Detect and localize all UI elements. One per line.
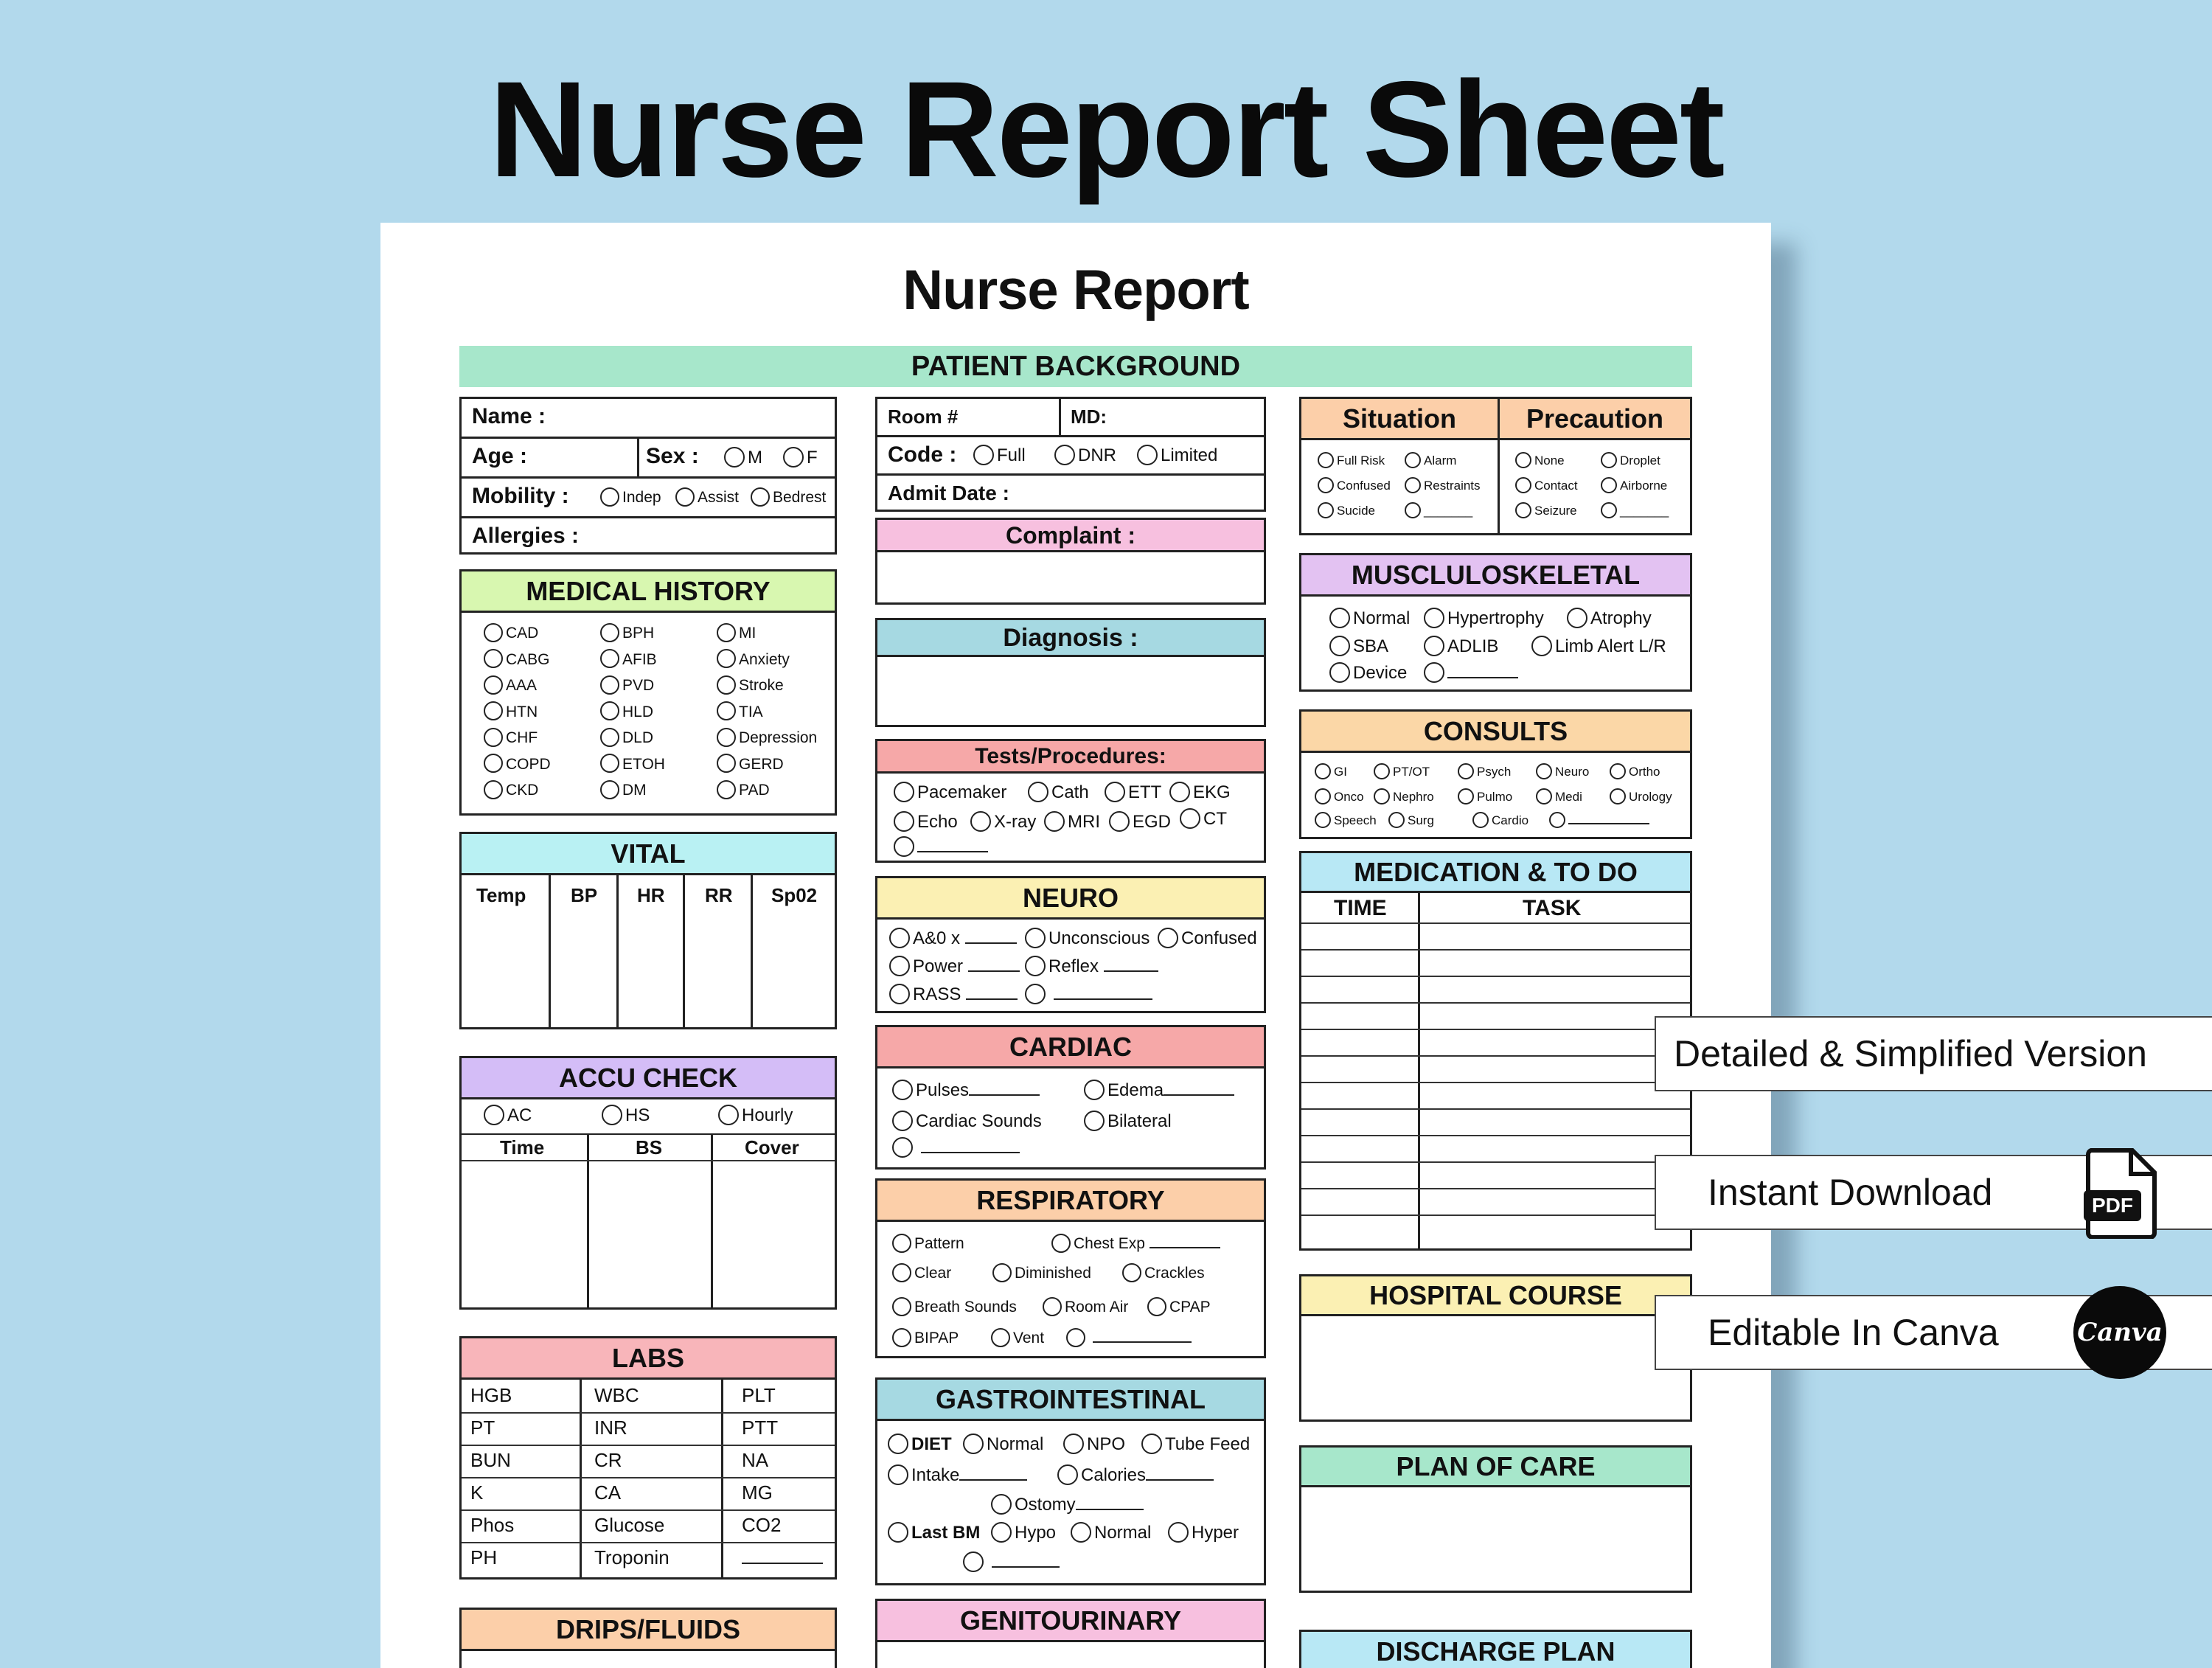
gastro-normal[interactable]: Normal bbox=[963, 1434, 1043, 1455]
gastro-bm-normal[interactable]: Normal bbox=[1071, 1523, 1151, 1543]
accu-check-box bbox=[459, 1056, 837, 1310]
history-option-aaa[interactable]: AAA bbox=[484, 675, 537, 696]
lab-cell: WBC bbox=[594, 1384, 639, 1406]
precaution-seizure[interactable]: Seizure bbox=[1515, 501, 1577, 521]
mobility-bedrest-option[interactable]: Bedrest bbox=[751, 487, 826, 508]
lab-cell: NA bbox=[742, 1449, 769, 1471]
test-cath[interactable]: Cath bbox=[1028, 782, 1089, 803]
consult-cardio[interactable]: Cardio bbox=[1472, 810, 1528, 831]
plan-of-care-header: PLAN OF CARE bbox=[1301, 1448, 1690, 1487]
lab-cell: HGB bbox=[470, 1384, 512, 1406]
vital-box bbox=[459, 832, 837, 1029]
lab-cell: PLT bbox=[742, 1384, 776, 1406]
test-echo[interactable]: Echo bbox=[894, 812, 958, 833]
history-option-hld[interactable]: HLD bbox=[600, 702, 653, 723]
consult-ortho[interactable]: Ortho bbox=[1610, 762, 1660, 782]
medication-col-task: TASK bbox=[1523, 896, 1582, 920]
vital-header: VITAL bbox=[462, 834, 835, 875]
precaution-contact[interactable]: Contact bbox=[1515, 476, 1578, 496]
lab-cell: K bbox=[470, 1481, 484, 1504]
situation-other[interactable]: _______ bbox=[1405, 501, 1472, 521]
test-mri[interactable]: MRI bbox=[1044, 812, 1100, 833]
resp-diminished[interactable]: Diminished bbox=[992, 1263, 1091, 1284]
mobility-indep-option[interactable]: Indep bbox=[600, 487, 661, 508]
gastro-header: GASTROINTESTINAL bbox=[877, 1380, 1264, 1421]
msk-hypertrophy[interactable]: Hypertrophy bbox=[1424, 608, 1544, 629]
age-label: Age : bbox=[472, 444, 527, 468]
precaution-header: Precaution bbox=[1500, 399, 1690, 440]
age-row bbox=[462, 439, 835, 479]
lab-cell: Troponin bbox=[594, 1546, 669, 1568]
discharge-plan-header: DISCHARGE PLAN bbox=[1301, 1632, 1690, 1668]
gastro-tube-feed[interactable]: Tube Feed bbox=[1141, 1434, 1250, 1455]
test-other[interactable] bbox=[894, 837, 988, 858]
resp-bipap[interactable]: BIPAP bbox=[892, 1328, 959, 1349]
accu-col-cover: Cover bbox=[745, 1136, 799, 1158]
history-option-dld[interactable]: DLD bbox=[600, 728, 653, 748]
cardiac-pulses[interactable]: Pulses bbox=[892, 1080, 1040, 1101]
discharge-plan-box bbox=[1299, 1630, 1692, 1668]
allergies-row bbox=[462, 518, 835, 554]
gastro-ostomy[interactable]: Ostomy bbox=[991, 1495, 1144, 1515]
complaint-header: Complaint : bbox=[877, 520, 1264, 552]
diagnosis-header: Diagnosis : bbox=[877, 620, 1264, 657]
vital-col-spo2: Sp02 bbox=[771, 884, 818, 906]
tests-box bbox=[875, 739, 1266, 863]
code-row bbox=[877, 437, 1264, 476]
detailed-version-tag: Detailed & Simplified Version bbox=[1655, 1016, 2212, 1091]
situation-full-risk[interactable]: Full Risk bbox=[1318, 451, 1385, 471]
lab-cell: PH bbox=[470, 1546, 498, 1568]
consult-psych[interactable]: Psych bbox=[1458, 762, 1511, 782]
musculoskeletal-box bbox=[1299, 553, 1692, 692]
cardiac-edema[interactable]: Edema bbox=[1084, 1080, 1234, 1101]
neuro-confused[interactable]: Confused bbox=[1158, 928, 1257, 949]
situation-header: Situation bbox=[1301, 399, 1498, 440]
msk-normal[interactable]: Normal bbox=[1329, 608, 1410, 629]
resp-vent[interactable]: Vent bbox=[991, 1328, 1044, 1349]
consults-header: CONSULTS bbox=[1301, 712, 1690, 753]
history-option-etoh[interactable]: ETOH bbox=[600, 754, 665, 775]
msk-limb-alert[interactable]: Limb Alert L/R bbox=[1531, 636, 1666, 657]
hospital-course-header: HOSPITAL COURSE bbox=[1301, 1276, 1690, 1316]
gastro-intake[interactable]: Intake bbox=[888, 1465, 1027, 1486]
consult-ptot[interactable]: PT/OT bbox=[1374, 762, 1430, 782]
precaution-airborne[interactable]: Airborne bbox=[1601, 476, 1667, 496]
msk-adlib[interactable]: ADLIB bbox=[1424, 636, 1498, 657]
hospital-course-box bbox=[1299, 1274, 1692, 1422]
page-title: Nurse Report Sheet bbox=[489, 54, 1723, 206]
mobility-label: Mobility : bbox=[472, 484, 569, 508]
gastro-npo[interactable]: NPO bbox=[1063, 1434, 1125, 1455]
lab-cell: Glucose bbox=[594, 1514, 665, 1536]
resp-crackles[interactable]: Crackles bbox=[1122, 1263, 1205, 1284]
history-option-copd[interactable]: COPD bbox=[484, 754, 551, 775]
history-option-pvd[interactable]: PVD bbox=[600, 675, 654, 696]
resp-chest-exp[interactable]: Chest Exp bbox=[1051, 1234, 1220, 1254]
history-option-gerd[interactable]: GERD bbox=[717, 754, 784, 775]
complaint-box bbox=[875, 518, 1266, 605]
lab-cell: PTT bbox=[742, 1417, 779, 1439]
consult-medi[interactable]: Medi bbox=[1536, 787, 1582, 807]
lab-cell: BUN bbox=[470, 1449, 511, 1471]
consult-surg[interactable]: Surg bbox=[1388, 810, 1434, 831]
code-dnr-option[interactable]: DNR bbox=[1054, 445, 1116, 466]
gastro-other[interactable] bbox=[963, 1552, 1060, 1573]
accu-col-time: Time bbox=[500, 1136, 545, 1158]
report-sheet bbox=[380, 223, 1771, 1668]
medication-header: MEDICATION & TO DO bbox=[1301, 853, 1690, 893]
msk-atrophy[interactable]: Atrophy bbox=[1567, 608, 1652, 629]
consult-onco[interactable]: Onco bbox=[1315, 787, 1364, 807]
resp-breath-sounds[interactable]: Breath Sounds bbox=[892, 1297, 1017, 1318]
situation-alarm[interactable]: Alarm bbox=[1405, 451, 1456, 471]
situation-sucide[interactable]: Sucide bbox=[1318, 501, 1375, 521]
resp-other[interactable] bbox=[1066, 1328, 1192, 1349]
medication-box bbox=[1299, 851, 1692, 1251]
history-option-bph[interactable]: BPH bbox=[600, 623, 654, 644]
consult-nephro[interactable]: Nephro bbox=[1374, 787, 1434, 807]
test-xray[interactable]: X-ray bbox=[970, 812, 1036, 833]
history-option-stroke[interactable]: Stroke bbox=[717, 675, 784, 696]
lab-cell: CO2 bbox=[742, 1514, 782, 1536]
admit-date-label: Admit Date : bbox=[888, 482, 1009, 504]
history-option-cad[interactable]: CAD bbox=[484, 623, 538, 644]
neuro-other[interactable] bbox=[1025, 984, 1152, 1005]
accu-col-bs: BS bbox=[636, 1136, 663, 1158]
history-option-cabg[interactable]: CABG bbox=[484, 650, 550, 670]
resp-pattern[interactable]: Pattern bbox=[892, 1234, 964, 1254]
gastro-bm-hypo[interactable]: Hypo bbox=[991, 1523, 1056, 1543]
pdf-icon bbox=[2084, 1147, 2159, 1239]
lab-cell: MG bbox=[742, 1481, 773, 1504]
msk-other[interactable] bbox=[1424, 663, 1518, 684]
situation-restraints[interactable]: Restraints bbox=[1405, 476, 1481, 496]
gastro-calories[interactable]: Calories bbox=[1057, 1465, 1214, 1486]
labs-grid bbox=[462, 1380, 835, 1577]
vital-col-hr: HR bbox=[637, 884, 665, 906]
genitourinary-box bbox=[875, 1599, 1266, 1668]
resp-room-air[interactable]: Room Air bbox=[1043, 1297, 1128, 1318]
consult-gi[interactable]: GI bbox=[1315, 762, 1347, 782]
accu-ac-option[interactable]: AC bbox=[484, 1105, 532, 1126]
sheet-title: Nurse Report bbox=[902, 259, 1249, 322]
mobility-assist-option[interactable]: Assist bbox=[675, 487, 739, 508]
msk-sba[interactable]: SBA bbox=[1329, 636, 1388, 657]
consult-neuro[interactable]: Neuro bbox=[1536, 762, 1589, 782]
test-ett[interactable]: ETT bbox=[1105, 782, 1161, 803]
lab-cell: CA bbox=[594, 1481, 622, 1504]
genitourinary-header: GENITOURINARY bbox=[877, 1601, 1264, 1642]
patient-info-box bbox=[459, 397, 837, 555]
history-option-htn[interactable]: HTN bbox=[484, 702, 538, 723]
allergies-label: Allergies : bbox=[472, 524, 580, 548]
history-option-depression[interactable]: Depression bbox=[717, 728, 817, 748]
neuro-reflex[interactable]: Reflex bbox=[1025, 956, 1158, 977]
history-option-chf[interactable]: CHF bbox=[484, 728, 538, 748]
consult-urology[interactable]: Urology bbox=[1610, 787, 1672, 807]
neuro-power[interactable]: Power bbox=[889, 956, 1020, 977]
admit-row bbox=[877, 476, 1264, 510]
gastro-bm-hyper[interactable]: Hyper bbox=[1168, 1523, 1239, 1543]
test-ct[interactable]: CT bbox=[1180, 809, 1227, 830]
resp-cpap[interactable]: CPAP bbox=[1147, 1297, 1211, 1318]
lab-cell: CR bbox=[594, 1449, 622, 1471]
tests-header: Tests/Procedures: bbox=[877, 741, 1264, 774]
accu-check-header: ACCU CHECK bbox=[462, 1058, 835, 1099]
instant-download-label: Instant Download bbox=[1708, 1172, 1993, 1213]
labs-header: LABS bbox=[462, 1338, 835, 1380]
code-limited-option[interactable]: Limited bbox=[1137, 445, 1217, 466]
gastro-last-bm[interactable]: Last BM bbox=[888, 1523, 980, 1543]
cardiac-header: CARDIAC bbox=[877, 1027, 1264, 1068]
history-option-pad[interactable]: PAD bbox=[717, 780, 770, 801]
precaution-none[interactable]: None bbox=[1515, 451, 1565, 471]
sex-m-option[interactable]: M bbox=[724, 448, 762, 468]
respiratory-box bbox=[875, 1178, 1266, 1358]
neuro-unconscious[interactable]: Unconscious bbox=[1025, 928, 1150, 949]
diagnosis-box bbox=[875, 618, 1266, 727]
vital-col-temp: Temp bbox=[476, 884, 526, 906]
test-ekg[interactable]: EKG bbox=[1169, 782, 1231, 803]
name-row bbox=[462, 399, 835, 439]
history-option-afib[interactable]: AFIB bbox=[600, 650, 657, 670]
neuro-header: NEURO bbox=[877, 878, 1264, 920]
editable-canva-label: Editable In Canva bbox=[1708, 1312, 1999, 1353]
sex-f-option[interactable]: F bbox=[783, 448, 818, 468]
resp-clear[interactable]: Clear bbox=[892, 1263, 951, 1284]
gastro-box bbox=[875, 1377, 1266, 1585]
precaution-other[interactable]: _______ bbox=[1601, 501, 1669, 521]
cardiac-box bbox=[875, 1025, 1266, 1170]
consult-speech[interactable]: Speech bbox=[1315, 810, 1377, 831]
situation-precaution-box bbox=[1299, 397, 1692, 535]
cardiac-bilateral[interactable]: Bilateral bbox=[1084, 1111, 1172, 1132]
test-pacemaker[interactable]: Pacemaker bbox=[894, 782, 1006, 803]
medication-col-time: TIME bbox=[1334, 896, 1387, 920]
accu-hs-option[interactable]: HS bbox=[602, 1105, 650, 1126]
lab-cell: PT bbox=[470, 1417, 495, 1439]
canva-logo-icon bbox=[2073, 1286, 2166, 1379]
cardiac-other[interactable] bbox=[892, 1138, 1020, 1158]
pdf-icon-label: PDF bbox=[2092, 1194, 2133, 1217]
consult-pulmo[interactable]: Pulmo bbox=[1458, 787, 1512, 807]
history-option-ckd[interactable]: CKD bbox=[484, 780, 538, 801]
drips-header: DRIPS/FLUIDS bbox=[462, 1610, 835, 1651]
test-egd[interactable]: EGD bbox=[1109, 812, 1171, 833]
room-info-box bbox=[875, 397, 1266, 512]
musculoskeletal-header: MUSCLULOSKELETAL bbox=[1301, 555, 1690, 597]
code-label: Code : bbox=[888, 442, 957, 467]
neuro-rass[interactable]: RASS bbox=[889, 984, 1018, 1005]
cardiac-sounds[interactable]: Cardiac Sounds bbox=[892, 1111, 1042, 1132]
history-option-mi[interactable]: MI bbox=[717, 623, 756, 644]
labs-box bbox=[459, 1336, 837, 1580]
medical-history-header: MEDICAL HISTORY bbox=[462, 571, 835, 613]
situation-confused[interactable]: Confused bbox=[1318, 476, 1391, 496]
lab-cell: Phos bbox=[470, 1514, 515, 1536]
precaution-droplet[interactable]: Droplet bbox=[1601, 451, 1660, 471]
code-full-option[interactable]: Full bbox=[973, 445, 1026, 466]
medical-history-box bbox=[459, 569, 837, 816]
room-label: Room # bbox=[888, 406, 959, 428]
history-option-tia[interactable]: TIA bbox=[717, 702, 763, 723]
vital-col-rr: RR bbox=[705, 884, 733, 906]
name-label: Name : bbox=[472, 404, 546, 428]
mobility-row bbox=[462, 479, 835, 518]
lab-cell bbox=[742, 1546, 823, 1569]
accu-hourly-option[interactable]: Hourly bbox=[718, 1105, 793, 1126]
sex-label: Sex : bbox=[646, 444, 699, 468]
md-label: MD: bbox=[1071, 406, 1107, 428]
patient-background-banner: PATIENT BACKGROUND bbox=[459, 346, 1692, 387]
lab-cell: INR bbox=[594, 1417, 627, 1439]
msk-device[interactable]: Device bbox=[1329, 663, 1407, 684]
canva-logo-text: Canva bbox=[2077, 1318, 2163, 1347]
vital-col-bp: BP bbox=[571, 884, 598, 906]
consults-box bbox=[1299, 709, 1692, 839]
neuro-box bbox=[875, 876, 1266, 1013]
plan-of-care-box bbox=[1299, 1445, 1692, 1593]
history-option-anxiety[interactable]: Anxiety bbox=[717, 650, 790, 670]
gastro-diet[interactable]: DIET bbox=[888, 1434, 952, 1455]
consult-other[interactable] bbox=[1549, 810, 1649, 831]
room-row bbox=[877, 399, 1264, 437]
history-option-dm[interactable]: DM bbox=[600, 780, 647, 801]
respiratory-header: RESPIRATORY bbox=[877, 1181, 1264, 1222]
neuro-ao[interactable]: A&0 x bbox=[889, 928, 1017, 949]
